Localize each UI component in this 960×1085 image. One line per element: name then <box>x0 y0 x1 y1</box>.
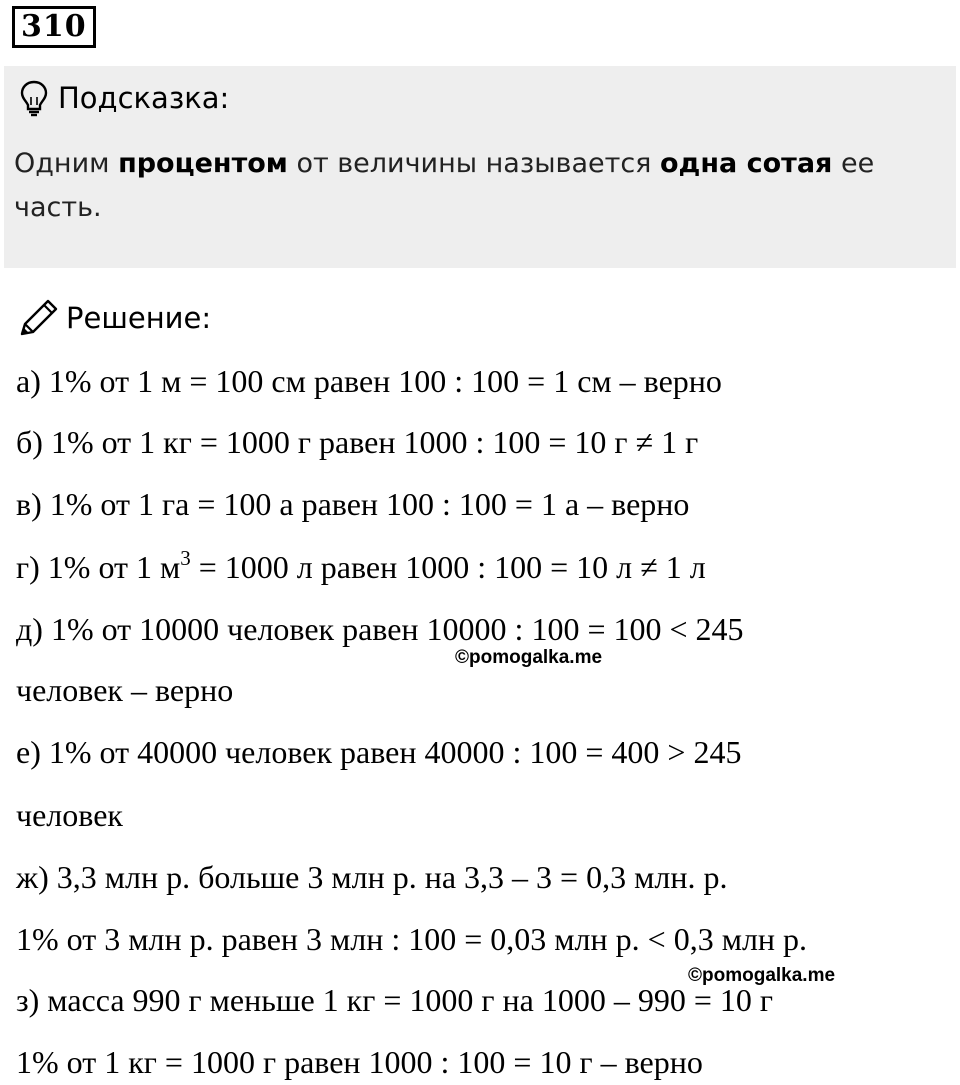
solution-line-d: д) 1% от 10000 человек равен 10000 : 100 = 100 < 245 <box>16 611 744 647</box>
lightbulb-icon <box>18 79 50 117</box>
solution-line-d-cont: человек – верно <box>16 672 234 708</box>
solution-line-zh-cont: 1% от 3 млн р. равен 3 млн : 100 = 0,03 млн р. < 0,3 млн р. <box>16 921 808 957</box>
hint-text <box>14 142 914 230</box>
problem-number: 310 <box>12 6 96 48</box>
hint-text-part: ее часть. <box>14 148 875 223</box>
solution-line-z-cont: 1% от 1 кг = 1000 г равен 1000 : 100 = 10 г – верно <box>16 1044 703 1080</box>
solution-line-g-end: = 1000 л равен 1000 : 100 = 10 л ≠ 1 л <box>190 549 706 585</box>
watermark: ©pomogalka.me <box>688 965 836 986</box>
watermark: ©pomogalka.me <box>455 647 603 668</box>
hint-text-part: от величины называется <box>287 148 660 179</box>
superscript-cube: 3 <box>180 546 191 570</box>
solution-line-v: в) 1% от 1 га = 100 а равен 100 : 100 = 1 а – верно <box>16 486 690 522</box>
hint-title: Подсказка: <box>58 81 230 115</box>
solution-title: Решение: <box>66 301 212 335</box>
hint-panel <box>4 66 956 268</box>
hint-term-percent: процентом <box>118 148 288 179</box>
solution-line-e: е) 1% от 40000 человек равен 40000 : 100 = 400 > 245 <box>16 734 742 770</box>
solution-line-z: з) масса 990 г меньше 1 кг = 1000 г на 1000 – 990 = 10 г <box>16 982 774 1018</box>
solution-line-b: б) 1% от 1 кг = 1000 г равен 1000 : 100 = 10 г ≠ 1 г <box>16 424 699 460</box>
solution-line-g <box>16 547 706 587</box>
pencil-icon <box>16 298 60 338</box>
hint-text-part: Одним <box>14 148 119 179</box>
hint-term-hundredth: одна сотая <box>660 148 833 179</box>
solution-line-a: а) 1% от 1 м = 100 см равен 100 : 100 = 1 см – верно <box>16 363 722 399</box>
solution-line-zh: ж) 3,3 млн р. больше 3 млн р. на 3,3 – 3 = 0,3 млн. р. <box>16 859 728 895</box>
solution-line-e-cont: человек <box>16 797 123 833</box>
hint-header <box>18 78 229 118</box>
solution-header <box>16 296 211 340</box>
solution-line-g-start: г) 1% от 1 м <box>16 549 181 585</box>
